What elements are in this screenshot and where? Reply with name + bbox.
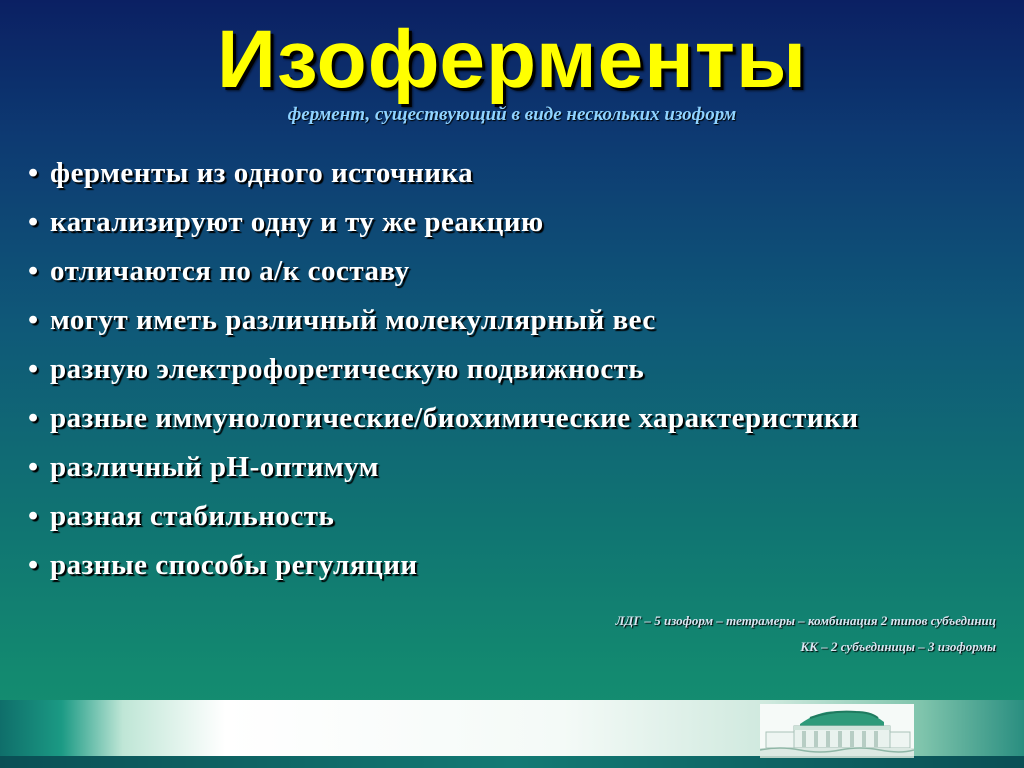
bullet-marker: • [28,549,39,581]
bullet-text: различный рН-оптимум [50,451,380,483]
footnotes [616,608,996,660]
bullet-marker: • [28,206,39,238]
bullet-text: разные способы регуляции [50,549,418,581]
bullet-item [28,443,1008,492]
bullet-item [28,198,1008,247]
bullet-marker: • [28,451,39,483]
bullet-item [28,541,1008,590]
bullet-text: разную электрофоретическую подвижность [50,353,645,385]
bullet-item [28,296,1008,345]
bullet-list [28,149,1008,590]
bullet-item [28,345,1008,394]
building-icon-graphic [760,704,914,756]
slide-subtitle: фермент, существующий в виде нескольких изоформ [287,104,737,125]
bullet-item [28,149,1008,198]
bullet-item [28,394,1008,443]
bullet-text: ферменты из одного источника [50,157,474,189]
bullet-text: разные иммунологические/биохимические характеристики [50,402,859,434]
building-icon [760,704,914,758]
bullet-marker: • [28,353,39,385]
bullet-text: катализируют одну и ту же реакцию [50,206,544,238]
footnote-ldh: ЛДГ – 5 изоформ – тетрамеры – комбинация 2 типов субъединиц [615,613,996,628]
footnote-ck: КК – 2 субъединицы – 3 изоформы [800,639,996,654]
bullet-text: могут иметь различный молекуллярный вес [50,304,656,336]
bullet-marker: • [28,157,39,189]
bullet-item [28,247,1008,296]
bullet-text: разная стабильность [50,500,335,532]
bullet-marker: • [28,500,39,532]
bullet-item [28,492,1008,541]
bullet-marker: • [28,402,39,434]
bullet-marker: • [28,255,39,287]
slide-title: Изоферменты [216,14,807,105]
bullet-marker: • [28,304,39,336]
bullet-text: отличаются по а/к составу [50,255,410,287]
